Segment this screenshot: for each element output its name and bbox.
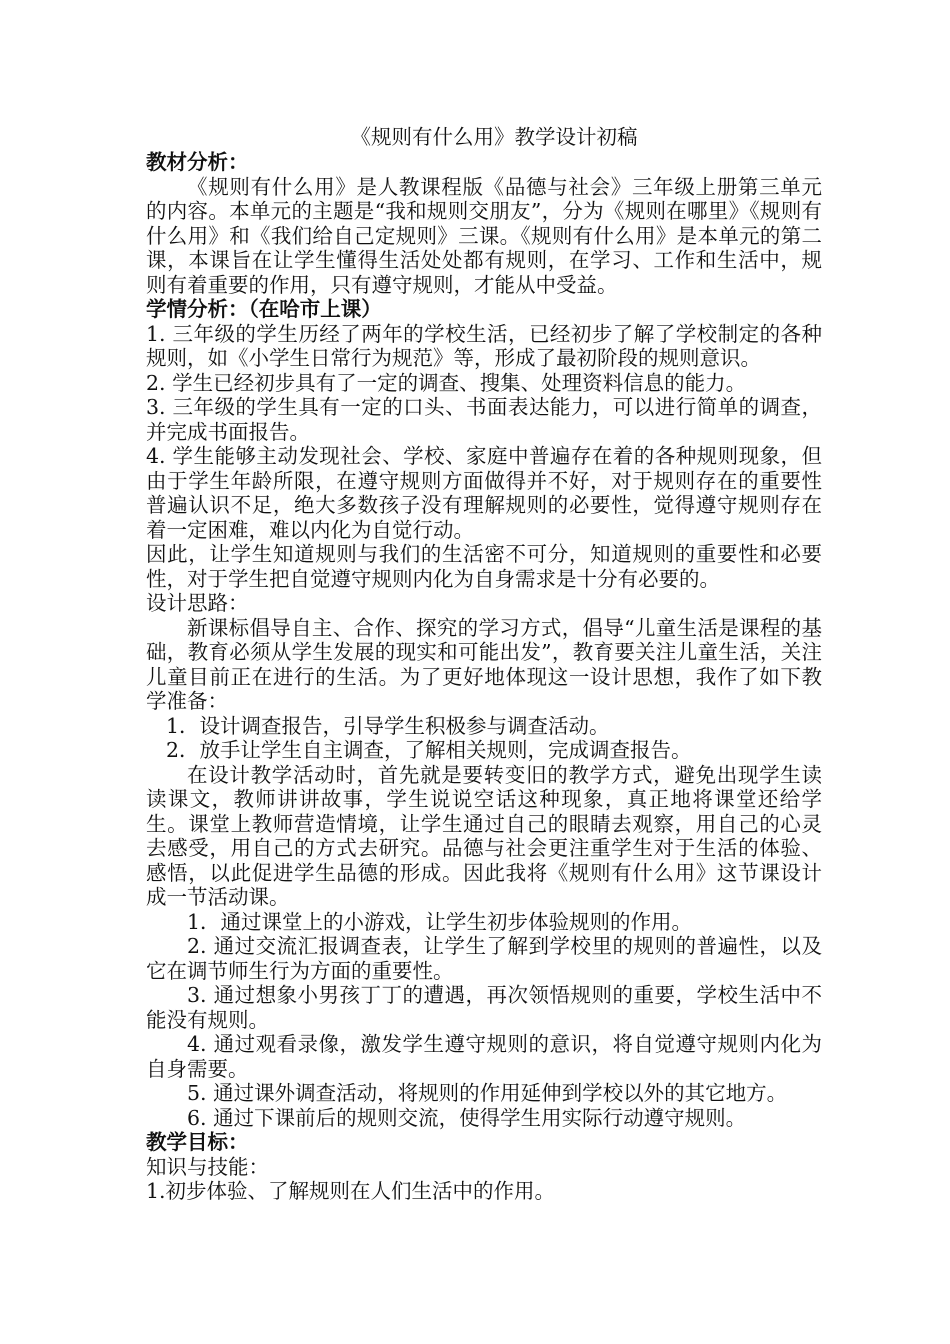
section-heading-design: 设计思路： bbox=[146, 591, 249, 615]
design-step-6: 6. 通过下课前后的规则交流，使得学生用实际行动遵守规则。 bbox=[187, 1105, 747, 1130]
section-heading-goals: 教学目标： bbox=[146, 1130, 249, 1154]
students-item-1: 1. 三年级的学生历经了两年的学校生活，已经初步了解了学校制定的各种规则，如《小学生日常行为规范》等，形成了最初阶段的规则意识。 bbox=[146, 321, 822, 370]
section-heading-material: 教材分析： bbox=[146, 150, 249, 174]
document-page bbox=[146, 124, 822, 1204]
design-step-1: 1．通过课堂上的小游戏，让学生初步体验规则的作用。 bbox=[187, 909, 693, 934]
design-prep-1: 1．设计调查报告，引导学生积极参与调查活动。 bbox=[166, 713, 610, 738]
design-step-5: 5. 通过课外调查活动，将规则的作用延伸到学校以外的其它地方。 bbox=[187, 1081, 788, 1105]
students-item-3: 3. 三年级的学生具有一定的口头、书面表达能力，可以进行简单的调查，并完成书面报告。 bbox=[146, 395, 822, 444]
design-prep-2: 2．放手让学生自主调查，了解相关规则，完成调查报告。 bbox=[166, 738, 692, 762]
design-body: 在设计教学活动时，首先就是要转变旧的教学方式，避免出现学生读读课文，教师讲讲故事，学生说说空话这种现象，真正地将课堂还给学生。课堂上教师营造情境，让学生通过自己的眼睛去观察，用自己的心灵去感受，用自己的方式去研究。品德与社会更注重学生对于生活的体验、感悟，以此促进学生品德的形成。因此我将《规则有什么用》这节课设计成一节活动课。 bbox=[146, 762, 822, 909]
design-intro: 新课标倡导自主、合作、探究的学习方式，倡导“儿童生活是课程的基础，教育必须从学生发展的现实和可能出发”，教育要关注儿童生活，关注儿童目前正在进行的生活。为了更好地体现这一设计思想，我作了如下教学准备： bbox=[146, 615, 822, 713]
students-item-4: 4. 学生能够主动发现社会、学校、家庭中普遍存在着的各种规则现象，但由于学生年龄所限，在遵守规则方面做得并不好，对于规则存在的重要性普遍认识不足，绝大多数孩子没有理解规则的必要性，觉得遵守规则存在着一定困难，难以内化为自觉行动。 bbox=[146, 444, 822, 542]
section-heading-students: 学情分析：（在哈市上课） bbox=[146, 297, 382, 321]
goals-item-1: 1.初步体验、了解规则在人们生活中的作用。 bbox=[146, 1179, 556, 1203]
design-step-4: 4. 通过观看录像，激发学生遵守规则的意识，将自觉遵守规则内化为自身需要。 bbox=[146, 1032, 822, 1081]
goals-subheading: 知识与技能： bbox=[146, 1154, 269, 1179]
design-step-2: 2. 通过交流汇报调查表，让学生了解到学校里的规则的普遍性，以及它在调节师生行为方面的重要性。 bbox=[146, 934, 822, 983]
students-item-2: 2. 学生已经初步具有了一定的调查、搜集、处理资料信息的能力。 bbox=[146, 370, 747, 395]
material-paragraph: 《规则有什么用》是人教课程版《品德与社会》三年级上册第三单元的内容。本单元的主题是“我和规则交朋友”，分为《规则在哪里》《规则有什么用》和《我们给自己定规则》三课。《规则有什么用》是本单元的第二课，本课旨在让学生懂得生活处处都有规则，在学习、工作和生活中，规则有着重要的作用，只有遵守规则，才能从中受益。 bbox=[146, 174, 822, 297]
students-conclusion: 因此，让学生知道规则与我们的生活密不可分，知道规则的重要性和必要性，对于学生把自觉遵守规则内化为自身需求是十分有必要的。 bbox=[146, 542, 822, 591]
document-title: 《规则有什么用》教学设计初稿 bbox=[350, 125, 638, 149]
design-step-3: 3. 通过想象小男孩丁丁的遭遇，再次领悟规则的重要，学校生活中不能没有规则。 bbox=[146, 983, 822, 1032]
